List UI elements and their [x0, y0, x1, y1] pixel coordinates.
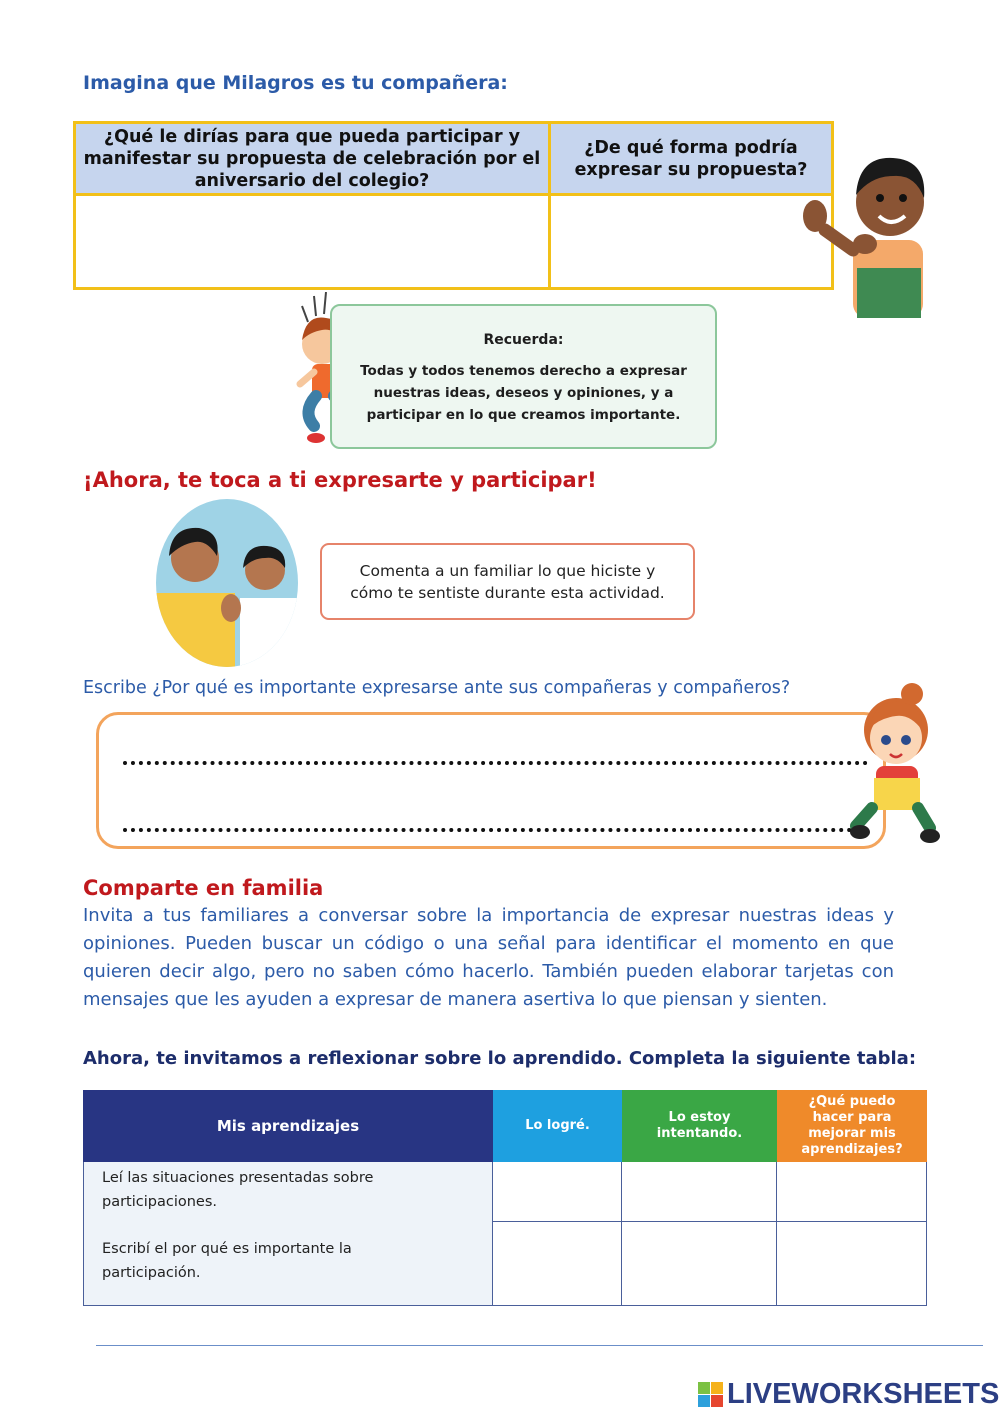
answer-cell-2[interactable] — [551, 196, 831, 287]
question-header-2: ¿De qué forma podría expresar su propuesta? — [551, 124, 831, 193]
section-heading-imagina: Imagina que Milagros es tu compañera: — [83, 72, 508, 94]
remember-title: Recuerda: — [483, 332, 564, 348]
answer-write-box — [96, 712, 886, 849]
comment-box — [320, 543, 695, 620]
reflection-table — [83, 1090, 927, 1306]
cell-row1-mejorar[interactable] — [777, 1162, 927, 1222]
remember-box — [330, 304, 717, 449]
logo-text: LIVEWORKSHEETS — [727, 1378, 1000, 1410]
header-mis-aprendizajes: Mis aprendizajes — [83, 1090, 493, 1162]
footer-divider — [96, 1345, 983, 1346]
cell-row2-mejorar[interactable] — [777, 1222, 927, 1306]
section-heading-ahora: ¡Ahora, te toca a ti expresarte y participar! — [83, 468, 597, 492]
answer-cell-1[interactable] — [76, 196, 548, 287]
family-talk-illustration — [155, 498, 300, 668]
header-que-puedo-hacer: ¿Qué puedo hacer para mejorar mis aprendizajes? — [777, 1090, 927, 1162]
header-lo-estoy-intentando: Lo estoy intentando. — [622, 1090, 777, 1162]
row2-text: Escribí el por qué es importante la participación. — [102, 1241, 352, 1281]
liveworksheets-logo — [698, 1378, 999, 1411]
question-why-express: Escribe ¿Por qué es importante expresarse ante sus compañeras y compañeros? — [83, 678, 791, 698]
remember-text: Todas y todos tenemos derecho a expresar nuestras ideas, deseos y opiniones, y a participar en lo que creamos importante. — [360, 363, 687, 423]
comment-box-text: Comenta a un familiar lo que hiciste y cómo te sentiste durante esta actividad. — [350, 561, 665, 602]
reading-girl-illustration — [850, 678, 945, 850]
cell-row1-lo-logre[interactable] — [493, 1162, 622, 1222]
header-lo-logre: Lo logré. — [493, 1090, 622, 1162]
row1-text: Leí las situaciones presentadas sobre participaciones. — [102, 1170, 374, 1210]
reflection-heading: Ahora, te invitamos a reflexionar sobre lo aprendido. Completa la siguiente tabla: — [83, 1048, 917, 1069]
cell-row2-intentando[interactable] — [622, 1222, 777, 1306]
answer-line-2[interactable] — [123, 799, 868, 825]
question-header-1: ¿Qué le dirías para que pueda participar y manifestar su propuesta de celebración por el aniversario del colegio? — [76, 124, 548, 193]
logo-badge-icon — [698, 1382, 723, 1407]
family-paragraph: Invita a tus familiares a conversar sobre la importancia de expresar nuestras ideas y opiniones. Pueden buscar un código o una señal para identificar el momento en que quieren decir algo, pero no saben cómo hacerlo. También pueden elaborar tarjetas con mensajes que les ayuden a expresar de manera asertiva lo que piensan y sienten. — [83, 905, 894, 1010]
cell-row2-lo-logre[interactable] — [493, 1222, 622, 1306]
cell-row1-intentando[interactable] — [622, 1162, 777, 1222]
question-table — [73, 121, 834, 290]
section-heading-family: Comparte en familia — [83, 876, 324, 900]
boy-illustration — [795, 140, 935, 320]
answer-line-1[interactable] — [123, 733, 868, 759]
